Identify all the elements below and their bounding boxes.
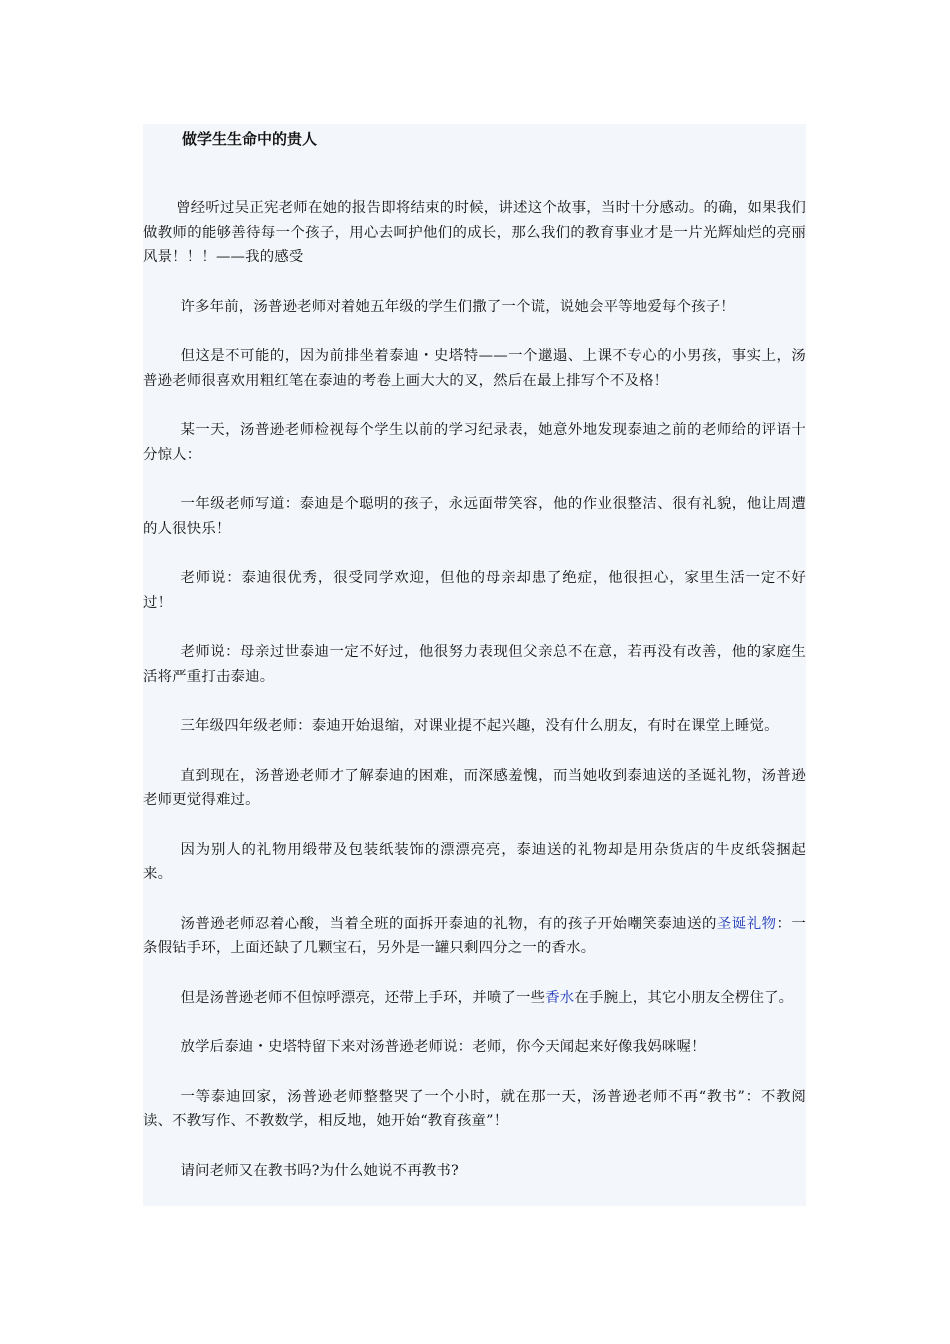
paragraph	[143, 640, 806, 689]
paragraph-text: 曾经听过吴正宪老师在她的报告即将结束的时候，讲述这个故事，当时十分感动。的确，如果我们做教师的能够善待每一个孩子，用心去呵护他们的成长，那么我们的教育事业才是一片光辉灿烂的亮丽风景！！！——我的感受	[143, 200, 806, 265]
article-block	[143, 124, 806, 1206]
paragraph-text: 但是汤普逊老师不但惊呼漂亮，还带上手环，并喷了一些	[180, 989, 546, 1006]
paragraph	[143, 1035, 806, 1060]
paragraph-text: 请问老师又在教书吗?为什么她说不再教书?	[180, 1162, 459, 1179]
paragraph	[143, 492, 806, 541]
paragraph-text: ：一条假钻手环，上面还缺了几颗宝石，另外是一罐只剩四分之一的香水。	[143, 915, 806, 956]
paragraph	[143, 764, 806, 813]
paragraph-text: 某一天，汤普逊老师检视每个学生以前的学习纪录表，她意外地发现泰迪之前的老师给的评语十分惊人：	[143, 422, 806, 463]
paragraph-text: 汤普逊老师忍着心酸，当着全班的面拆开泰迪的礼物，有的孩子开始嘲笑泰迪送的	[180, 915, 717, 932]
paragraph-text: 一年级老师写道：泰迪是个聪明的孩子，永远面带笑容，他的作业很整洁、很有礼貌，他让周遭的人很快乐！	[143, 496, 806, 537]
paragraph	[143, 986, 806, 1011]
paragraph	[143, 1159, 806, 1184]
paragraph	[143, 418, 806, 467]
paragraph-text: 因为别人的礼物用缎带及包装纸装饰的漂漂亮亮，泰迪送的礼物却是用杂货店的牛皮纸袋捆起来。	[143, 841, 806, 882]
paragraph-text: 直到现在，汤普逊老师才了解泰迪的困难，而深感羞愧，而当她收到泰迪送的圣诞礼物，汤普逊老师更觉得难过。	[143, 767, 806, 808]
article-title: 做学生生命中的贵人	[182, 130, 318, 148]
paragraph-text: 一等泰迪回家，汤普逊老师整整哭了一个小时，就在那一天，汤普逊老师不再“教书”：不教阅读、不教写作、不教数学，相反地，她开始“教育孩童”！	[143, 1088, 806, 1129]
paragraph-text: 三年级四年级老师：泰迪开始退缩，对课业提不起兴趣，没有什么朋友，有时在课堂上睡觉。	[180, 718, 779, 734]
paragraph-text: 但这是不可能的，因为前排坐着泰迪・史塔特——一个邋遢、上课不专心的小男孩，事实上，汤普逊老师很喜欢用粗红笔在泰迪的考卷上画大大的叉，然后在最上排写个不及格！	[143, 348, 806, 389]
paragraph	[143, 912, 806, 961]
paragraph	[143, 714, 806, 739]
inline-link[interactable]: 香水	[545, 989, 575, 1006]
paragraph-text: 许多年前，汤普逊老师对着她五年级的学生们撒了一个谎，说她会平等地爱每个孩子！	[180, 298, 735, 315]
inline-link[interactable]: 圣诞礼物	[716, 915, 777, 932]
paragraph-text: 老师说：泰迪很优秀，很受同学欢迎，但他的母亲却患了绝症，他很担心，家里生活一定不好过！	[143, 570, 806, 611]
paragraph-text: 老师说：母亲过世泰迪一定不好过，他很努力表现但父亲总不在意，若再没有改善，他的家庭生活将严重打击泰迪。	[143, 644, 806, 685]
paragraph-text: 放学后泰迪・史塔特留下来对汤普逊老师说：老师，你今天闻起来好像我妈咪喔！	[180, 1039, 706, 1055]
paragraph	[143, 838, 806, 887]
paragraph-text: 在手腕上，其它小朋友全楞住了。	[574, 989, 794, 1006]
paragraph	[143, 1085, 806, 1134]
paragraph	[143, 295, 806, 320]
paragraph	[143, 344, 806, 393]
article-body	[143, 196, 806, 1208]
paragraph	[143, 566, 806, 615]
paragraph	[143, 196, 806, 270]
